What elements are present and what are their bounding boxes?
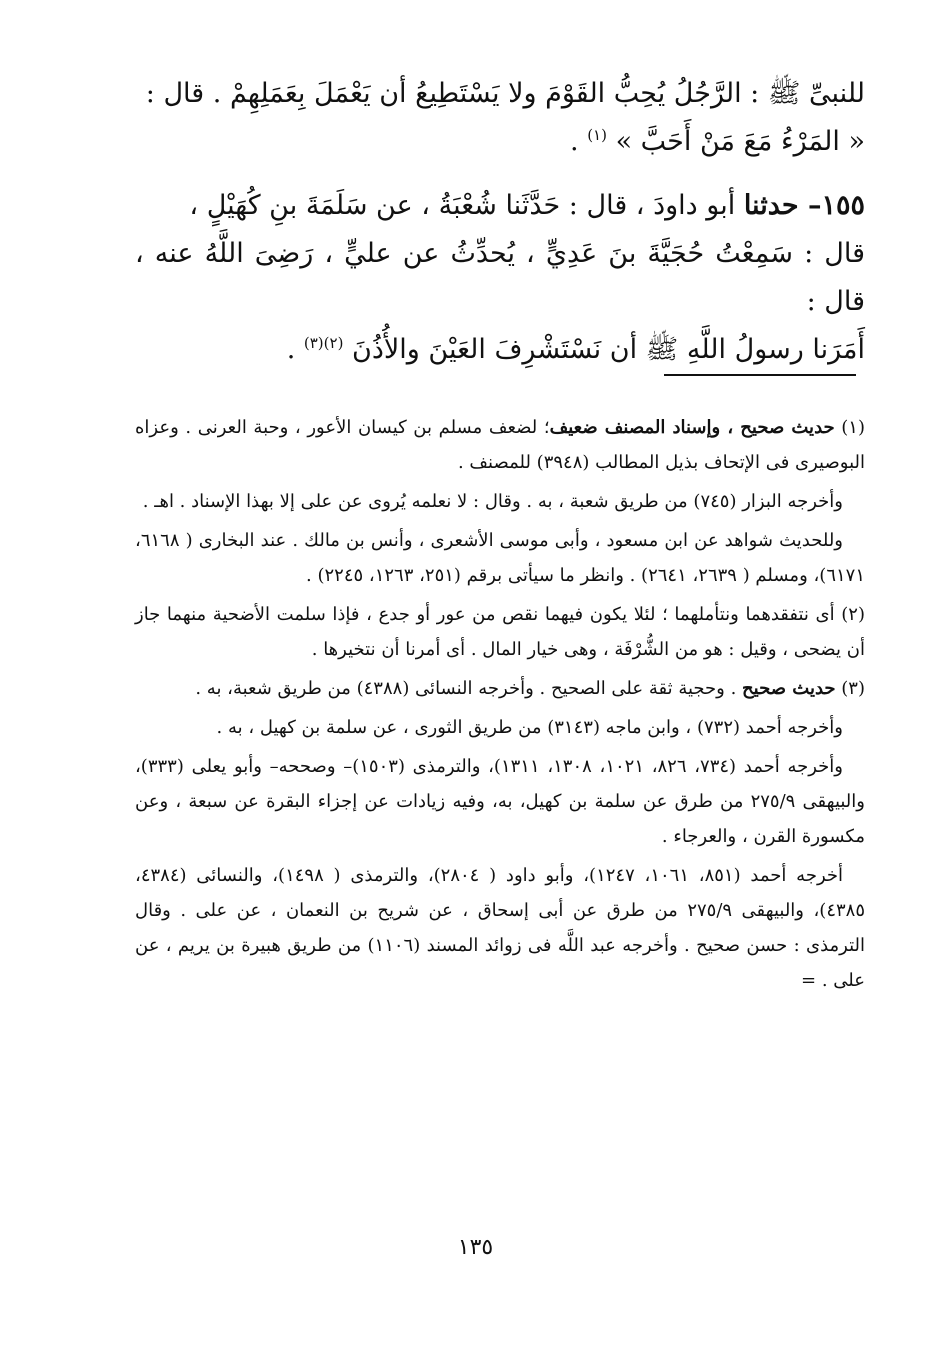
main-paragraph-1-line-1: للنبىِّ ﷺ : الرَّجُلُ يُحِبُّ القَوْمَ ولا يَسْتَطِيعُ أن يَعْمَلَ بِعَمَلِهِمْ . قال : <box>145 78 865 109</box>
hadith-number: ١٥٥– حدثنا <box>743 190 865 221</box>
footnote-3-text: . وحجية ثقة على الصحيح . وأخرجه النسائى (٤٣٨٨) من طريق شعبة، به . <box>195 678 737 699</box>
hadith-line-3: أَمَرَنا رسولُ اللَّهِ ﷺ أن نَسْتَشْرِفَ العَيْنَ والأُذُنَ <box>352 334 865 365</box>
page-number: ١٣٥ <box>457 1235 494 1260</box>
footnote-3-paragraph-4 <box>135 858 865 998</box>
continuation-mark: = <box>801 970 817 991</box>
footnote-ref-1: (١) <box>587 126 607 144</box>
footnote-3-paragraph-4-text: أخرجه أحمد (٨٥١، ١٠٦١، ١٢٤٧)، وأبو داود ( ٢٨٠٤)، والترمذى ( ١٤٩٨)، والنسائى (٤٣٨٤، ٤٣٨٥)، والبيهقى ٢٧٥/٩ من طرق عن أبى إسحاق ، عن شريح بن النعمان ، عن على . وقال الترمذى : حسن صحيح . وأخرجه عبد اللَّه فى زوائد المسند (١١٠٦) من طريق هبيرة بن يريم ، عن على . <box>135 865 866 991</box>
main-paragraph-1-end: . <box>570 126 579 157</box>
hadith-155 <box>135 182 865 374</box>
hadith-line-2: قال : سَمِعْتُ حُجَيَّةَ بنَ عَدِيٍّ ، يُحدِّثُ عن عليٍّ ، رَضِىَ اللَّهُ عنه ، قال : <box>135 238 865 317</box>
footnote-1-paragraph-2: وأخرجه البزار (٧٤٥) من طريق شعبة ، به . وقال : لا نعلمه يُروى عن على إلا بهذا الإسناد . اهـ . <box>142 491 843 512</box>
footnote-3-grade: حديث صحيح <box>742 678 836 699</box>
footnote-2 <box>135 597 865 667</box>
footnote-ref-2-3: (٢)(٣) <box>303 334 344 352</box>
footnote-3-label: (٣) <box>841 678 865 699</box>
main-text <box>135 70 865 374</box>
main-paragraph-1-line-2: « المَرْءُ مَعَ مَنْ أَحَبَّ » <box>615 126 865 157</box>
footnote-3-paragraph-2: وأخرجه أحمد (٧٣٢) ، وابن ماجه (٣١٤٣) من طريق الثورى ، عن سلمة بن كهيل ، به . <box>216 717 843 738</box>
footnote-1-text: ؛ لضعف مسلم بن كيسان الأعور ، وحبة العرنى . وعزاه البوصيرى فى الإتحاف بذيل المطالب (٣٩٤٨) للمصنف . <box>135 417 865 473</box>
footnote-1-grade: حديث صحيح ، وإسناد المصنف ضعيف <box>549 417 835 438</box>
footnote-2-text: أى نتفقدهما ونتأملهما ؛ لئلا يكون فيهما نقص من عور أو جدع ، فإذا سلمت الأضحية منهما جاز أن يضحى ، وقيل : هو من الشُّرْفَة ، وهى خيار المال . أى أمرنا أن نتخيرها . <box>135 604 865 660</box>
hadith-line-1: أبو داودَ ، قال : حَدَّثَنا شُعْبَةُ ، عن سَلَمَةَ بنِ كُهَيْلٍ ، <box>189 190 736 221</box>
footnote-1 <box>135 410 865 480</box>
hadith-end: . <box>286 334 296 365</box>
footnote-2-label: (٢) <box>841 604 865 625</box>
footnote-3 <box>135 671 865 706</box>
footnotes <box>135 410 865 1002</box>
footnote-1-label: (١) <box>841 417 865 438</box>
main-paragraph-1 <box>135 70 865 166</box>
footnote-separator <box>664 374 856 376</box>
footnote-1-paragraph-3: وللحديث شواهد عن ابن مسعود ، وأبى موسى الأشعرى ، وأنس بن مالك . عند البخارى ( ٦١٦٨، ٦١٧١)، ومسلم ( ٢٦٣٩، ٢٦٤١) . وانظر ما سيأتى برقم (٢٥١، ١٢٦٣، ٢٢٤٥) . <box>135 530 865 586</box>
footnote-3-paragraph-3: وأخرجه أحمد (٧٣٤، ٨٢٦، ١٠٢١، ١٣٠٨، ١٣١١)، والترمذى (١٥٠٣)– وصححه– وأبو يعلى (٣٣٣)، والبيهقى ٢٧٥/٩ من طرق عن سلمة بن كهيل، به، وفيه زيادات عن إجزاء البقرة عن سبعة ، وعن مكسورة القرن ، والعرجاء . <box>135 756 865 847</box>
